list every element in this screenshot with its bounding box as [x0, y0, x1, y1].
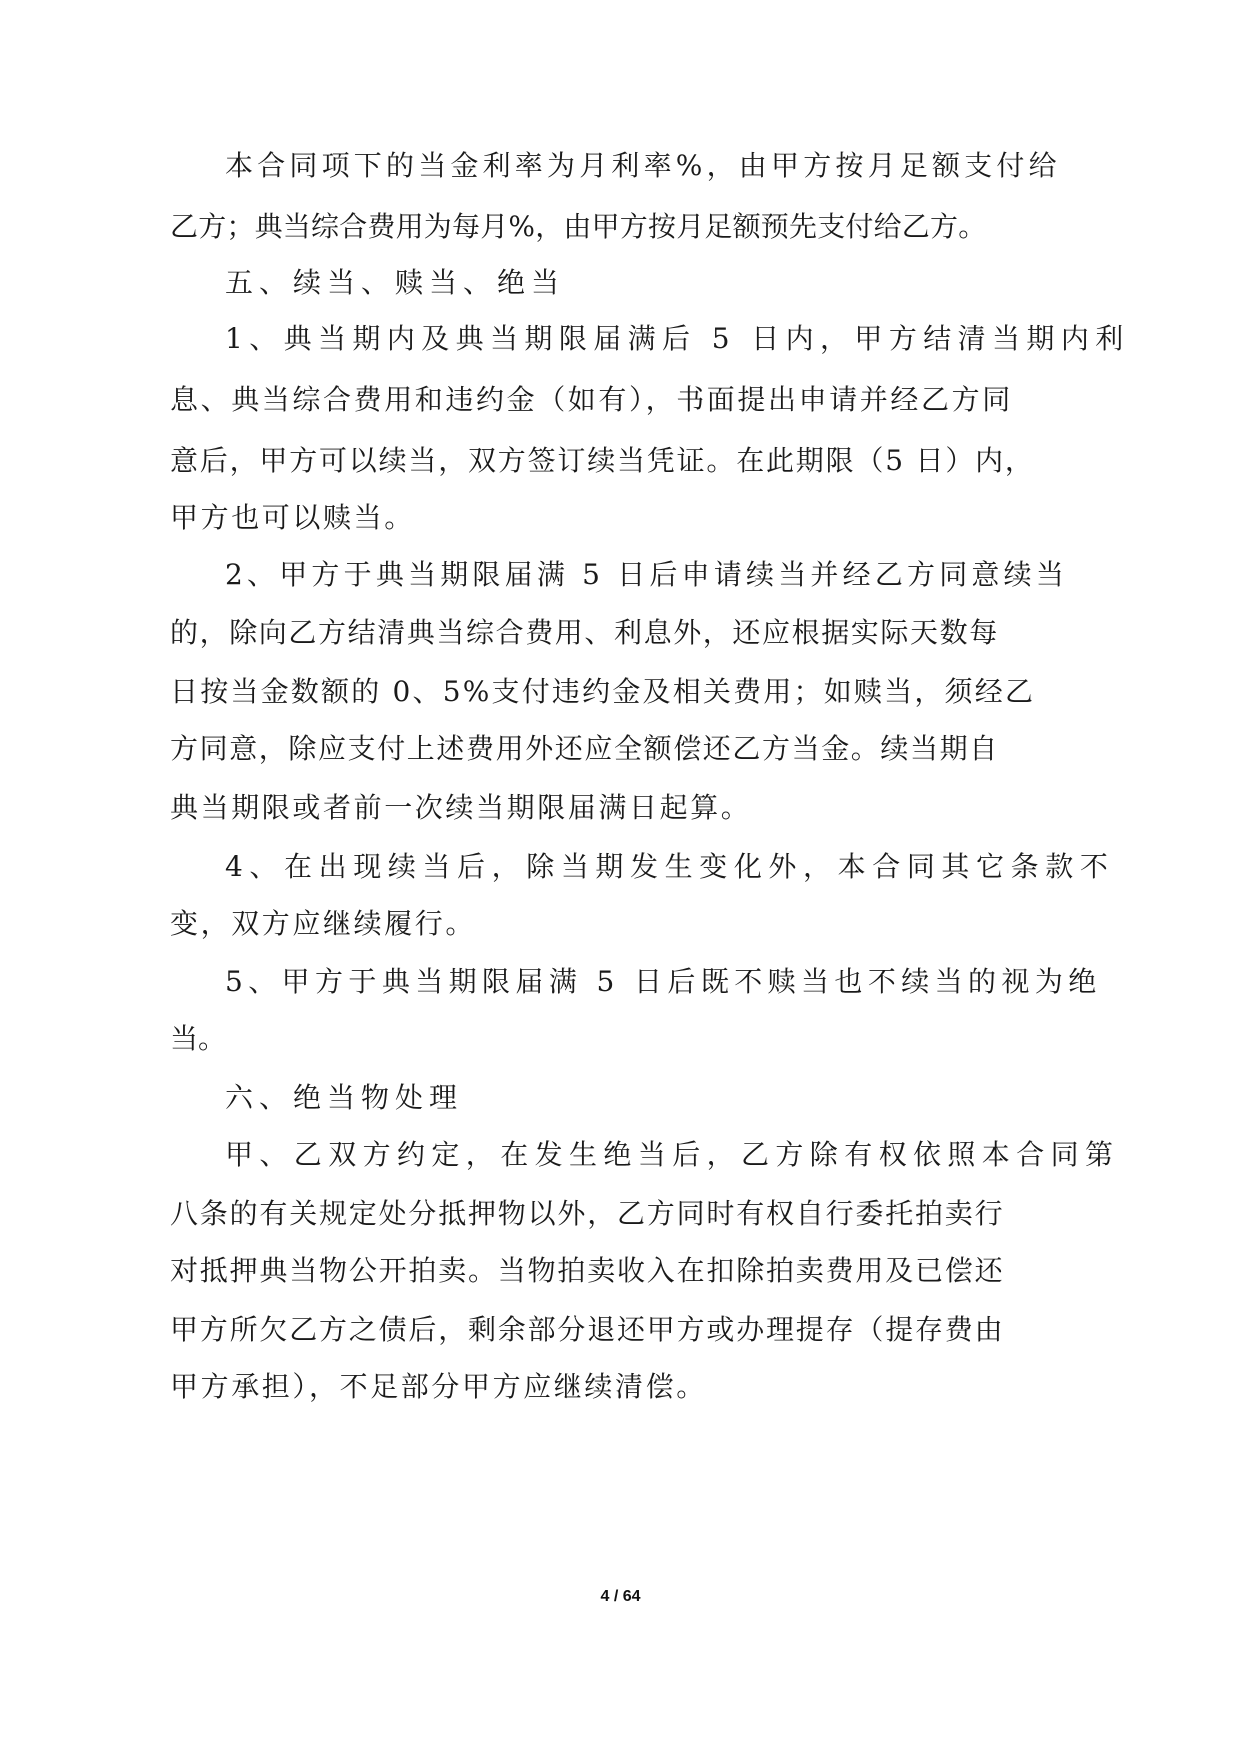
line-text: 1、典当期内及典当期限届满后 5 日内，甲方结清当期内利	[225, 322, 1130, 355]
line-text: 息、典当综合费用和违约金（如有），书面提出申请并经乙方同	[170, 383, 1013, 416]
section-heading	[0, 251, 1241, 315]
paragraph-line	[0, 195, 1241, 259]
line-text: 八条的有关规定处分抵押物以外，乙方同时有权自行委托拍卖行	[170, 1197, 1005, 1230]
line-text: 本合同项下的当金利率为月利率%，由甲方按月足额支付给	[225, 149, 1061, 182]
paragraph-line	[0, 543, 1241, 607]
paragraph-line	[0, 1007, 1241, 1071]
paragraph-line	[0, 134, 1241, 198]
paragraph-line	[0, 1123, 1241, 1187]
paragraph-line	[0, 717, 1241, 781]
line-text: 的，除向乙方结清典当综合费用、利息外，还应根据实际天数每	[170, 616, 999, 649]
line-text: 典当期限或者前一次续当期限届满日起算。	[170, 791, 752, 824]
line-text: 方同意，除应支付上述费用外还应全额偿还乙方当金。续当期自	[170, 732, 999, 765]
line-text: 对抵押典当物公开拍卖。当物拍卖收入在扣除拍卖费用及已偿还	[170, 1254, 1005, 1287]
paragraph-line	[0, 1298, 1241, 1362]
paragraph-line	[0, 429, 1241, 493]
heading-text: 五、续当、赎当、绝当	[225, 266, 566, 299]
paragraph-line	[0, 1182, 1241, 1246]
paragraph-line	[0, 1239, 1241, 1303]
paragraph-line	[0, 368, 1241, 432]
line-text: 日按当金数额的 0、5%支付违约金及相关费用；如赎当，须经乙	[170, 675, 1036, 708]
line-text: 甲方所欠乙方之债后，剩余部分退还甲方或办理提存（提存费由	[170, 1313, 1005, 1346]
paragraph-line	[0, 486, 1241, 550]
line-text: 乙方；典当综合费用为每月%，由甲方按月足额预先支付给乙方。	[170, 210, 987, 243]
paragraph-line	[0, 1355, 1241, 1419]
page-number: 4 / 64	[600, 1588, 641, 1605]
line-text: 变，双方应继续履行。	[170, 907, 477, 940]
line-text: 甲方也可以赎当。	[170, 501, 415, 534]
paragraph-line	[0, 307, 1241, 371]
line-text: 甲方承担），不足部分甲方应继续清偿。	[170, 1370, 707, 1403]
heading-text: 六、绝当物处理	[225, 1081, 464, 1114]
line-text: 甲、乙双方约定，在发生绝当后，乙方除有权依照本合同第	[225, 1138, 1120, 1171]
paragraph-line	[0, 776, 1241, 840]
paragraph-line	[0, 601, 1241, 665]
section-heading	[0, 1066, 1241, 1130]
paragraph-line	[0, 950, 1241, 1014]
line-text: 5、甲方于典当期限届满 5 日后既不赎当也不续当的视为绝	[225, 965, 1102, 998]
line-text: 2、甲方于典当期限届满 5 日后申请续当并经乙方同意续当	[225, 558, 1069, 591]
line-text: 4、在出现续当后，除当期发生变化外，本合同其它条款不	[225, 850, 1115, 883]
line-text: 意后，甲方可以续当，双方签订续当凭证。在此期限（5 日）内，	[170, 444, 1035, 477]
paragraph-line	[0, 892, 1241, 956]
line-text: 当。	[170, 1022, 227, 1055]
paragraph-line	[0, 835, 1241, 899]
paragraph-line	[0, 660, 1241, 724]
